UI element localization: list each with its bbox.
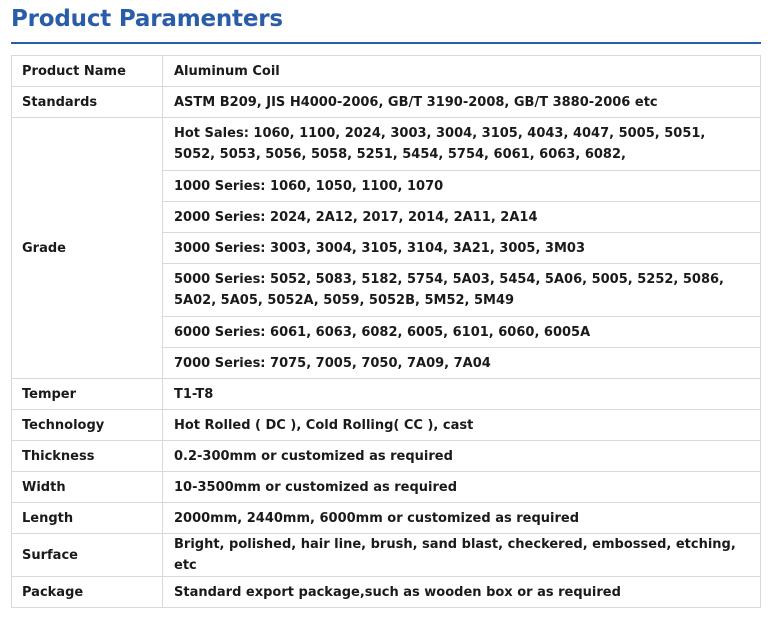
row-label: Length — [12, 503, 163, 534]
table-row-technology — [12, 410, 761, 441]
row-value: Bright, polished, hair line, brush, sand blast, checkered, embossed, etching, etc — [163, 534, 761, 577]
page-title: Product Paramenters — [11, 6, 283, 32]
row-label: Width — [12, 472, 163, 503]
row-value: Aluminum Coil — [163, 56, 761, 87]
table-row-grade-hot-sales — [12, 118, 761, 171]
grade-value: 5000 Series: 5052, 5083, 5182, 5754, 5A03, 5454, 5A06, 5005, 5252, 5086, 5A02, 5A05, 5052A, 5059, 5052B, 5M52, 5M49 — [163, 264, 761, 317]
table-row-product-name — [12, 56, 761, 87]
grade-value: 7000 Series: 7075, 7005, 7050, 7A09, 7A04 — [163, 348, 761, 379]
row-label: Thickness — [12, 441, 163, 472]
row-label: Technology — [12, 410, 163, 441]
grade-value: Hot Sales: 1060, 1100, 2024, 3003, 3004, 3105, 4043, 4047, 5005, 5051, 5052, 5053, 5056, 5058, 5251, 5454, 5754, 6061, 6063, 6082, — [163, 118, 761, 171]
table-row-package — [12, 577, 761, 608]
row-label: Surface — [12, 534, 163, 577]
row-value: ASTM B209, JIS H4000-2006, GB/T 3190-2008, GB/T 3880-2006 etc — [163, 87, 761, 118]
row-value: 0.2-300mm or customized as required — [163, 441, 761, 472]
title-underline — [11, 42, 761, 44]
row-label: Standards — [12, 87, 163, 118]
table-row-width — [12, 472, 761, 503]
table-row-temper — [12, 379, 761, 410]
product-parameters-table — [11, 55, 761, 608]
row-label-grade: Grade — [12, 118, 163, 379]
row-label: Product Name — [12, 56, 163, 87]
grade-value: 3000 Series: 3003, 3004, 3105, 3104, 3A21, 3005, 3M03 — [163, 233, 761, 264]
table-row-surface — [12, 534, 761, 577]
row-value: T1-T8 — [163, 379, 761, 410]
row-value: 2000mm, 2440mm, 6000mm or customized as required — [163, 503, 761, 534]
row-value: Hot Rolled ( DC ), Cold Rolling( CC ), cast — [163, 410, 761, 441]
row-label: Temper — [12, 379, 163, 410]
table-row-thickness — [12, 441, 761, 472]
grade-value: 6000 Series: 6061, 6063, 6082, 6005, 6101, 6060, 6005A — [163, 317, 761, 348]
row-value: 10-3500mm or customized as required — [163, 472, 761, 503]
table-row-length — [12, 503, 761, 534]
row-label: Package — [12, 577, 163, 608]
row-value: Standard export package,such as wooden box or as required — [163, 577, 761, 608]
table-row-standards — [12, 87, 761, 118]
grade-value: 2000 Series: 2024, 2A12, 2017, 2014, 2A11, 2A14 — [163, 202, 761, 233]
grade-value: 1000 Series: 1060, 1050, 1100, 1070 — [163, 171, 761, 202]
